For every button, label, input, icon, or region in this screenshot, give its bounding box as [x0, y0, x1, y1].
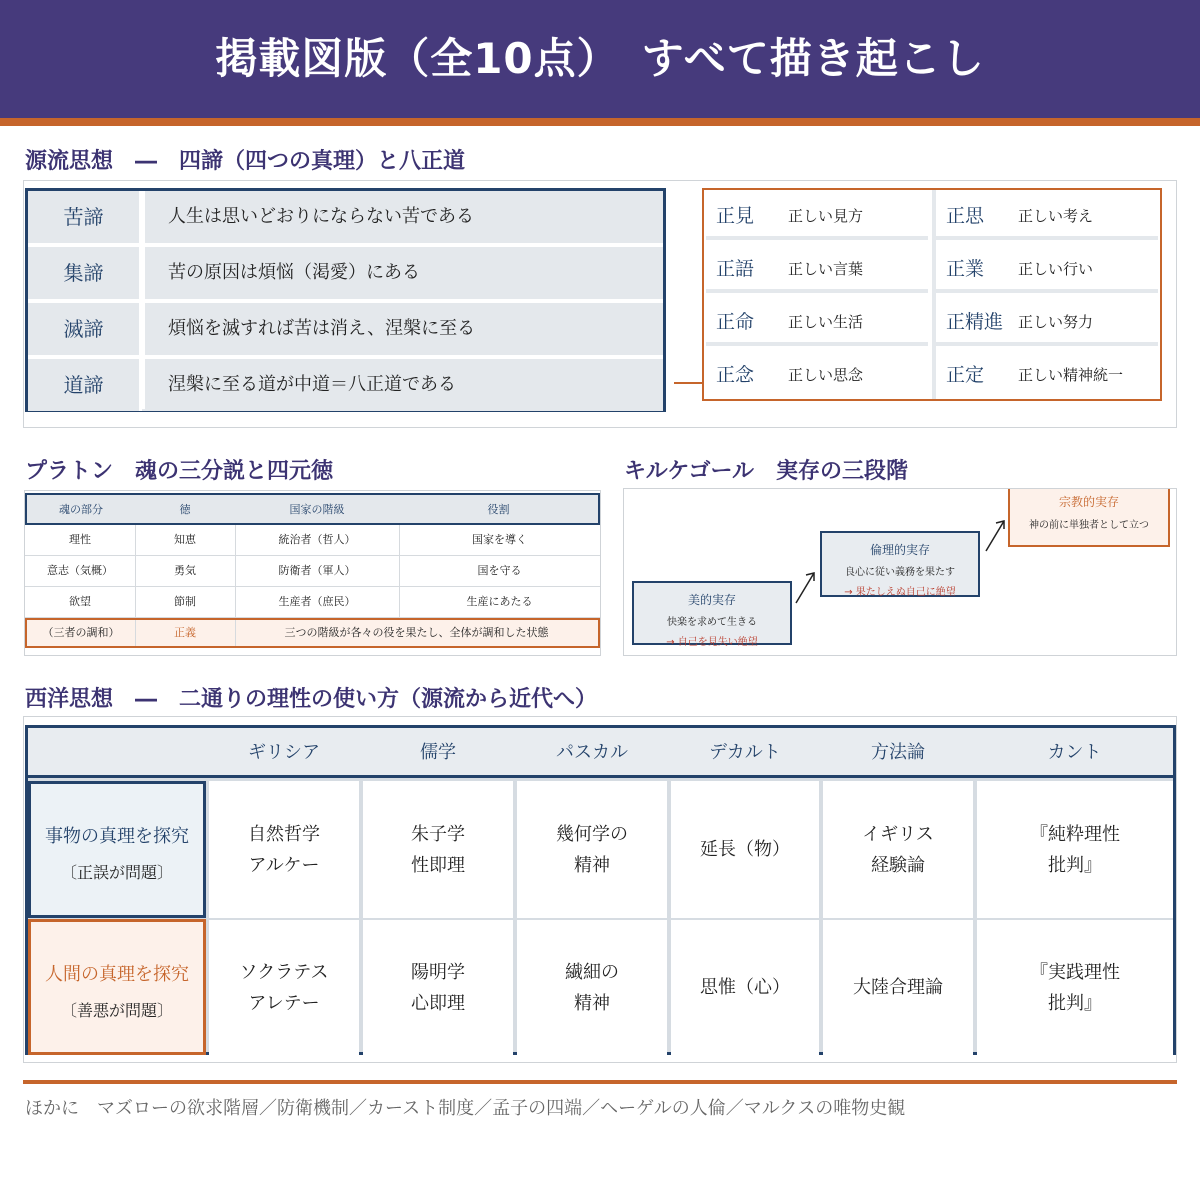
cell-line: 自然哲学	[248, 823, 320, 845]
section1-title: 源流思想 ― 四諦（四つの真理）と八正道	[25, 149, 466, 174]
truth-term: 苦諦	[28, 191, 142, 243]
stage-religious	[1008, 489, 1170, 547]
path-cell	[706, 298, 928, 346]
column-divider	[142, 191, 145, 409]
path-cell	[706, 245, 928, 293]
path-name: 正見	[716, 205, 755, 227]
cell-line: 繊細の	[565, 961, 619, 983]
column-divider	[399, 525, 400, 618]
cell-line: 陽明学	[411, 961, 465, 983]
plato-cell: 三つの階級が各々の役を果たし、全体が調和した状態	[284, 626, 549, 639]
path-desc: 正しい生活	[788, 313, 864, 331]
banner-divider	[0, 118, 1200, 126]
path-name: 正業	[946, 258, 985, 280]
western-thought-table	[25, 725, 1176, 1055]
footer-text: ほかに マズローの欲求階層／防衛機制／カースト制度／孟子の四端／ヘーゲルの人倫／マルクスの唯物史観	[25, 1098, 906, 1119]
arrow-icon	[792, 567, 820, 607]
cell-line: 延長（物）	[700, 839, 790, 860]
western-cell	[671, 781, 819, 918]
column-divider	[135, 620, 136, 646]
path-desc: 正しい行い	[1018, 260, 1094, 278]
western-cell	[823, 920, 973, 1055]
path-desc: 正しい思念	[788, 366, 864, 384]
stage-title: 倫理的実存	[869, 543, 930, 557]
arrow-icon	[982, 515, 1010, 555]
plato-cell: 生産者（庶民）	[278, 595, 356, 608]
western-cell	[671, 920, 819, 1055]
plato-cell: 欲望	[69, 595, 91, 608]
column-divider	[932, 190, 936, 399]
western-header-cell: デカルト	[709, 742, 781, 763]
path-name: 正命	[716, 311, 755, 333]
truth-row	[28, 191, 663, 243]
path-cell	[706, 192, 928, 240]
plato-cell: （三者の調和）	[42, 626, 120, 639]
cell-line: 心即理	[411, 992, 465, 1014]
path-desc: 正しい精神統一	[1018, 366, 1124, 384]
eightfold-path-table	[702, 188, 1162, 401]
plato-cell: 防衛者（軍人）	[278, 564, 356, 577]
column-divider	[135, 525, 136, 618]
path-cell	[936, 298, 1158, 346]
plato-row	[25, 587, 600, 618]
cell-line: 批判』	[1048, 992, 1102, 1014]
truth-desc: 涅槃に至る道が中道＝八正道である	[168, 374, 456, 395]
western-header-cell: ギリシア	[248, 742, 320, 763]
path-name: 正精進	[946, 311, 1004, 333]
kierkegaard-title: キルケゴール 実存の三段階	[624, 459, 909, 484]
western-cell	[517, 781, 667, 918]
western-header-cell: パスカル	[556, 742, 628, 763]
four-truths-table	[25, 188, 666, 412]
cell-line: イギリス	[862, 823, 934, 845]
cell-line: 幾何学の	[556, 823, 628, 845]
cell-line: 朱子学	[411, 823, 465, 845]
western-header-cell: 儒学	[420, 742, 456, 763]
stage-desc: 快楽を求めて生きる	[667, 617, 757, 628]
plato-title: プラトン 魂の三分説と四元徳	[25, 459, 334, 484]
row-label-things	[28, 781, 206, 918]
column-divider	[235, 525, 236, 618]
plato-cell: 国家を導く	[472, 533, 527, 546]
cell-line: ソクラテス	[239, 961, 329, 983]
plato-header-cell: 国家の階級	[289, 503, 345, 516]
plato-header-cell: 役割	[487, 503, 510, 516]
plato-cell: 統治者（哲人）	[278, 533, 356, 546]
truth-row	[28, 247, 663, 299]
plato-cell: 知恵	[174, 533, 196, 546]
path-desc: 正しい見方	[788, 207, 864, 225]
western-header-row	[28, 728, 1173, 778]
plato-cell: 国を守る	[477, 564, 522, 577]
cell-line: 経験論	[871, 854, 925, 876]
truth-row	[28, 359, 663, 411]
plato-row	[25, 525, 600, 556]
cell-line: 精神	[574, 992, 610, 1014]
path-cell	[706, 351, 928, 399]
path-cell	[936, 351, 1158, 399]
path-name: 正念	[716, 364, 755, 386]
stage-desc: 神の前に単独者として立つ	[1029, 520, 1149, 531]
plato-cell: 生産にあたる	[466, 595, 533, 608]
western-cell	[363, 920, 513, 1055]
row-label-main: 事物の真理を探究	[45, 826, 189, 847]
truth-desc: 苦の原因は煩悩（渇愛）にある	[168, 262, 420, 283]
path-desc: 正しい努力	[1018, 313, 1094, 331]
plato-cell: 勇気	[174, 564, 196, 577]
truth-desc: 煩悩を滅すれば苦は消え、涅槃に至る	[168, 318, 476, 339]
stage-aesthetic	[632, 581, 792, 648]
stage-title: 宗教的実存	[1058, 495, 1119, 509]
truth-term: 道諦	[28, 359, 142, 411]
cell-line: 『実践理性	[1030, 961, 1120, 983]
kierkegaard-diagram	[623, 488, 1177, 656]
stage-desc: 良心に従い義務を果たす	[845, 567, 955, 578]
path-desc: 正しい考え	[1018, 207, 1094, 225]
western-header-cell: 方法論	[871, 742, 925, 763]
plato-cell: 理性	[69, 533, 91, 546]
plato-table	[24, 490, 601, 656]
path-cell	[936, 192, 1158, 240]
connector-line	[674, 382, 702, 384]
plato-justice: 正義	[174, 626, 196, 639]
plato-header-cell: 魂の部分	[59, 503, 103, 516]
banner-title: 掲載図版（全10点） すべて描き起こし	[215, 34, 985, 83]
truth-term: 滅諦	[28, 303, 142, 355]
path-name: 正思	[946, 205, 985, 227]
column-divider	[235, 620, 236, 646]
row-label-human	[28, 919, 206, 1055]
truth-desc: 人生は思いどおりにならない苦である	[168, 206, 474, 227]
plato-row	[25, 556, 600, 587]
cell-line: アルケー	[248, 854, 320, 876]
row-label-sub: 〔善悪が問題〕	[60, 1001, 173, 1020]
western-cell	[977, 920, 1173, 1055]
stage-title: 美的実存	[687, 593, 736, 607]
plato-harmony-row	[25, 618, 600, 648]
western-cell	[517, 920, 667, 1055]
row-label-sub: 〔正誤が問題〕	[60, 863, 173, 882]
plato-header-row	[25, 493, 600, 525]
western-cell	[209, 920, 359, 1055]
cell-line: 思惟（心）	[700, 977, 790, 998]
cell-line: 大陸合理論	[853, 977, 943, 998]
cell-line: 精神	[574, 854, 610, 876]
path-name: 正語	[716, 258, 755, 280]
western-cell	[209, 781, 359, 918]
path-cell	[936, 245, 1158, 293]
western-cell	[823, 781, 973, 918]
truth-row	[28, 303, 663, 355]
row-label-main: 人間の真理を探究	[45, 964, 189, 985]
section3-title: 西洋思想 ― 二通りの理性の使い方（源流から近代へ）	[25, 687, 598, 712]
plato-cell: 節制	[174, 595, 196, 608]
western-header-cell: カント	[1047, 742, 1102, 763]
western-cell	[977, 781, 1173, 918]
truth-term: 集諦	[28, 247, 142, 299]
cell-line: 批判』	[1048, 854, 1102, 876]
path-name: 正定	[946, 364, 985, 386]
plato-header-cell: 徳	[179, 503, 191, 516]
stage-ethical	[820, 531, 980, 597]
stage-note: → 自己を見失い絶望	[666, 637, 758, 648]
western-cell	[363, 781, 513, 918]
plato-cell: 意志（気概）	[47, 564, 113, 577]
cell-line: 『純粋理性	[1030, 823, 1120, 845]
stage-note: → 果たしえぬ自己に絶望	[844, 587, 956, 598]
footer-divider	[23, 1080, 1177, 1084]
cell-line: 性即理	[411, 854, 465, 876]
path-desc: 正しい言葉	[788, 260, 864, 278]
cell-line: アレテー	[248, 992, 320, 1014]
